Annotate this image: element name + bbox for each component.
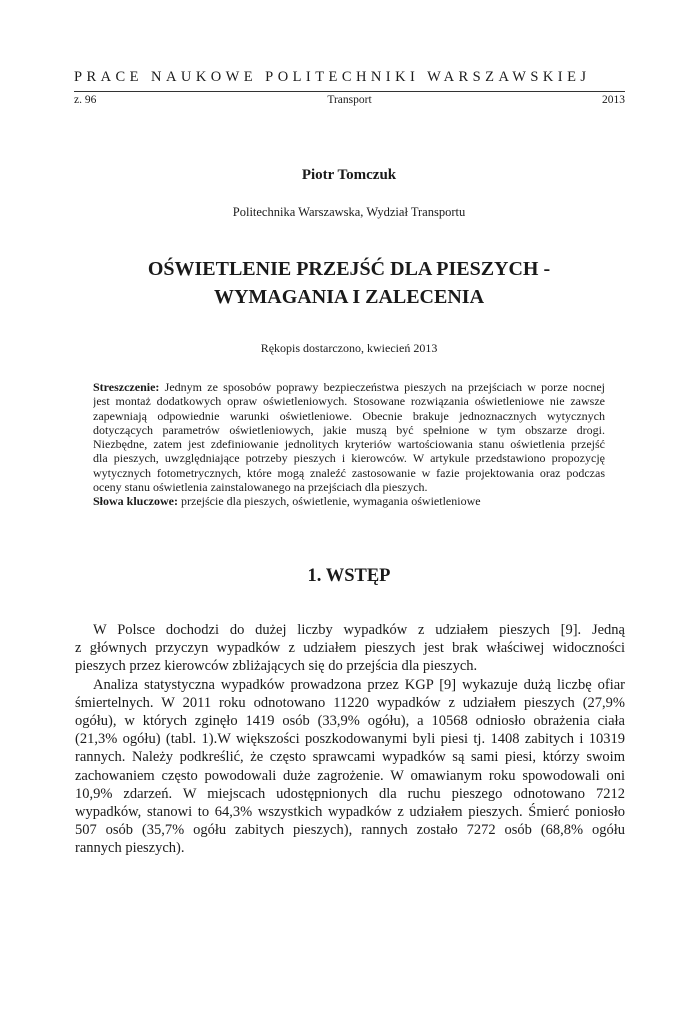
paragraph-line: (21,3% ogółu) (tabl. 1).W większości poszkodowanymi byli piesi tj. 1408 zabitych i 10319 <box>75 731 625 748</box>
series-name: Transport <box>327 94 372 106</box>
paragraph-line: rannych. Należy podkreślić, że często sprawcami wypadków są sami piesi, którzy swoim <box>75 749 625 766</box>
abstract-line: dla pieszych, uwzględniające potrzeby pieszych i kierowców. W artykule przedstawiono propozycję <box>93 451 605 466</box>
abstract-line: dotyczących parametrów oświetleniowych, jakie muszą być spełnione w tym obszarze drogi. <box>93 422 605 437</box>
paper-title <box>0 255 698 311</box>
issue-number: z. 96 <box>74 94 97 106</box>
journal-title: PRACE NAUKOWE POLITECHNIKI WARSZAWSKIEJ <box>74 69 591 85</box>
paragraph-line: 10,9% zdarzeń. W miejscach udostępnionych dla ruchu pieszego odnotowano 7212 <box>75 785 625 802</box>
abstract-line: jest montaż dodatkowych opraw oświetleniowych. Stosowane rozwiązania oświetleniowe nie zawsze <box>93 394 605 409</box>
header-meta <box>74 93 625 107</box>
paragraph-line: Analiza statystyczna wypadków prowadzona przez KGP [9] wykazuje dużą liczbę ofiar <box>93 676 625 693</box>
paragraph-line: rannych pieszych). <box>75 840 185 857</box>
paragraph-line: śmiertelnych. W 2011 roku odnotowano 11220 wypadków z udziałem pieszych (27,9% <box>75 694 625 711</box>
section-heading: 1. WSTĘP <box>307 566 391 586</box>
abstract-line: zapewniają odpowiednie warunki oświetleniowe. Obecnie brakuje jednoznacznych wytycznych <box>93 408 605 423</box>
paragraph-line: ogółu), w których zginęło 1419 osób (33,9% ogółu), a 10568 odniosło obrażenia ciała <box>75 713 625 730</box>
paragraph-line: z głównych przyczyn wypadków z udziałem pieszych jest brak właściwej widoczności <box>75 640 625 657</box>
body-text <box>75 621 625 858</box>
paragraph-line: 507 osób (35,7% ogółu zabitych pieszych), rannych zostało 7272 osób (68,8% ogółu <box>75 822 625 839</box>
abstract-line: wytycznych fotometrycznych, które mogą znaleźć zastosowanie w fazie projektowania oraz podczas <box>93 465 605 480</box>
paragraph-line: zachowaniem często powodowali duże zagrożenie. W omawianym roku spowodowali oni <box>75 767 625 784</box>
keywords-text: przejście dla pieszych, oświetlenie, wymagania oświetleniowe <box>181 494 481 509</box>
header-rule <box>74 91 625 92</box>
title-line: WYMAGANIA I ZALECENIA <box>213 286 485 308</box>
abstract-line: oceny stanu oświetlenia zainstalowanego na przejściach dla pieszych. <box>93 480 428 495</box>
abstract-text: Jednym ze sposobów poprawy bezpieczeństwa pieszych na przejściach w porze nocnej <box>164 380 605 394</box>
abstract-line <box>93 380 605 394</box>
keywords-label: Słowa kluczowe: <box>93 494 178 509</box>
author-name: Piotr Tomczuk <box>301 167 397 183</box>
keywords-line <box>93 494 605 508</box>
abstract-label: Streszczenie: <box>93 380 160 394</box>
title-line: OŚWIETLENIE PRZEJŚĆ DLA PIESZYCH - <box>147 258 551 280</box>
paragraph-line: W Polsce dochodzi do dużej liczby wypadków z udziałem pieszych [9]. Jedną <box>93 622 625 638</box>
received-date: Rękopis dostarczono, kwiecień 2013 <box>260 341 438 355</box>
abstract-line: Niezbędne, zatem jest zdefiniowanie jednolitych kryteriów wartościowania stanu oświetlenia przejść <box>93 437 605 452</box>
paragraph-line: wypadków, stanowi to 64,3% wszystkich wypadków z udziałem pieszych. Śmierć poniosło <box>75 804 625 821</box>
publication-year: 2013 <box>602 94 625 106</box>
author-affiliation: Politechnika Warszawska, Wydział Transportu <box>232 205 466 219</box>
paragraph-line: pieszych przez kierowców zbliżających się do przejścia dla pieszych. <box>75 658 478 675</box>
abstract <box>93 380 605 509</box>
